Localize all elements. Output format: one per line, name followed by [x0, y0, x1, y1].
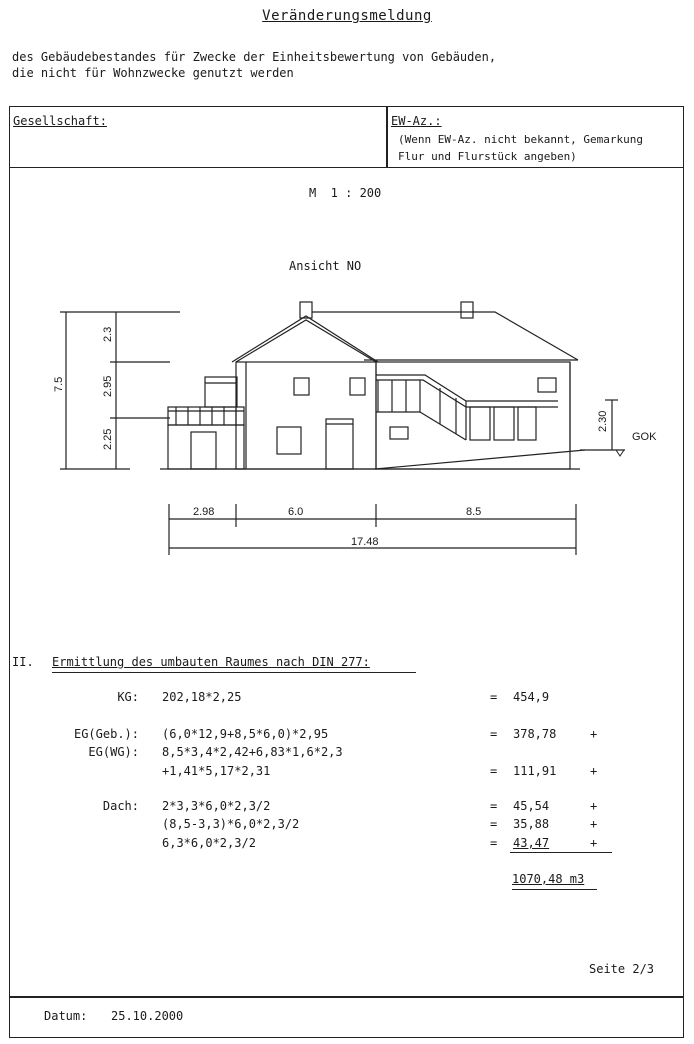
calc-expr: 2*3,3*6,0*2,3/2: [162, 799, 271, 813]
dim-label-w2: 6.0: [288, 506, 304, 518]
calc-result: 43,47: [513, 836, 550, 850]
left-upper-window: [205, 377, 237, 407]
document-title: Veränderungsmeldung: [262, 8, 432, 24]
calc-expr: (8,5-3,3)*6,0*2,3/2: [162, 817, 300, 831]
section-number: II.: [12, 655, 34, 669]
calc-expr: +1,41*5,17*2,31: [162, 764, 271, 778]
small-right-window: [538, 378, 556, 392]
calc-eq: =: [490, 764, 498, 778]
dim-label-total: 7.5: [53, 376, 65, 392]
calc-result: 111,91: [513, 764, 557, 778]
calc-result: 378,78: [513, 727, 557, 741]
left-door: [191, 432, 216, 469]
footer-divider: [9, 996, 684, 998]
calc-plus: +: [590, 799, 598, 813]
calc-label: EG(WG):: [88, 745, 139, 759]
total-double-underline: [512, 889, 597, 890]
calc-expr: 6,3*6,0*2,3/2: [162, 836, 256, 850]
sum-rule: [510, 852, 612, 853]
gok-label: GOK: [632, 431, 657, 443]
calc-label: EG(Geb.):: [73, 727, 139, 741]
ewaz-note-1: (Wenn EW-Az. nicht bekannt, Gemarkung: [398, 133, 644, 146]
drawing-scale: M 1 : 200: [309, 186, 382, 200]
page-number: Seite 2/3: [589, 962, 655, 976]
subtitle-line-1: des Gebäudebestandes für Zwecke der Einheitsbewertung von Gebäuden,: [12, 50, 497, 64]
calc-plus: +: [590, 764, 598, 778]
calc-plus: +: [590, 817, 598, 831]
section-title-double-underline: [52, 672, 416, 673]
main-roof: [312, 312, 578, 360]
calc-plus: +: [590, 836, 598, 850]
dim-label-mid: 2.95: [102, 375, 114, 397]
calc-eq: =: [490, 799, 498, 813]
subtitle-line-2: die nicht für Wohnzwecke genutzt werden: [12, 66, 294, 80]
dim-label-total-width: 17.48: [351, 536, 379, 548]
datum-label: Datum:: [44, 1009, 88, 1023]
calc-result: 45,54: [513, 799, 550, 813]
calc-eq: =: [490, 727, 498, 741]
calc-expr: 8,5*3,4*2,42+6,83*1,6*2,3: [162, 745, 343, 759]
calc-result: 35,88: [513, 817, 550, 831]
slope-line: [375, 450, 585, 469]
calc-label: Dach:: [102, 799, 139, 813]
view-title: Ansicht NO: [289, 259, 362, 273]
calc-expr: (6,0*12,9+8,5*6,0)*2,95: [162, 727, 329, 741]
ewaz-note-2: Flur und Flurstück angeben): [398, 150, 577, 163]
section-title: Ermittlung des umbauten Raumes nach DIN 277:: [52, 655, 370, 669]
dim-label-base: 2.25: [102, 428, 114, 450]
dim-label-roof: 2.3: [102, 326, 114, 342]
calc-total: 1070,48 m3: [512, 872, 585, 886]
gesellschaft-label: Gesellschaft:: [13, 114, 107, 128]
ewaz-label: EW-Az.:: [391, 114, 442, 128]
calc-expr: 202,18*2,25: [162, 690, 242, 704]
dim-label-right: 2.30: [597, 410, 609, 432]
calc-label: KG:: [117, 690, 139, 704]
balcony-railing: [168, 407, 244, 425]
datum-value: 25.10.2000: [111, 1009, 184, 1023]
calc-eq: =: [490, 817, 498, 831]
calc-result: 454,9: [513, 690, 550, 704]
chimney-right: [461, 302, 473, 318]
calc-plus: +: [590, 727, 598, 741]
dim-label-w1: 2.98: [193, 506, 215, 518]
calc-eq: =: [490, 836, 498, 850]
gable-roof: [232, 316, 378, 362]
dim-label-w3: 8.5: [466, 506, 482, 518]
calc-eq: =: [490, 690, 498, 704]
